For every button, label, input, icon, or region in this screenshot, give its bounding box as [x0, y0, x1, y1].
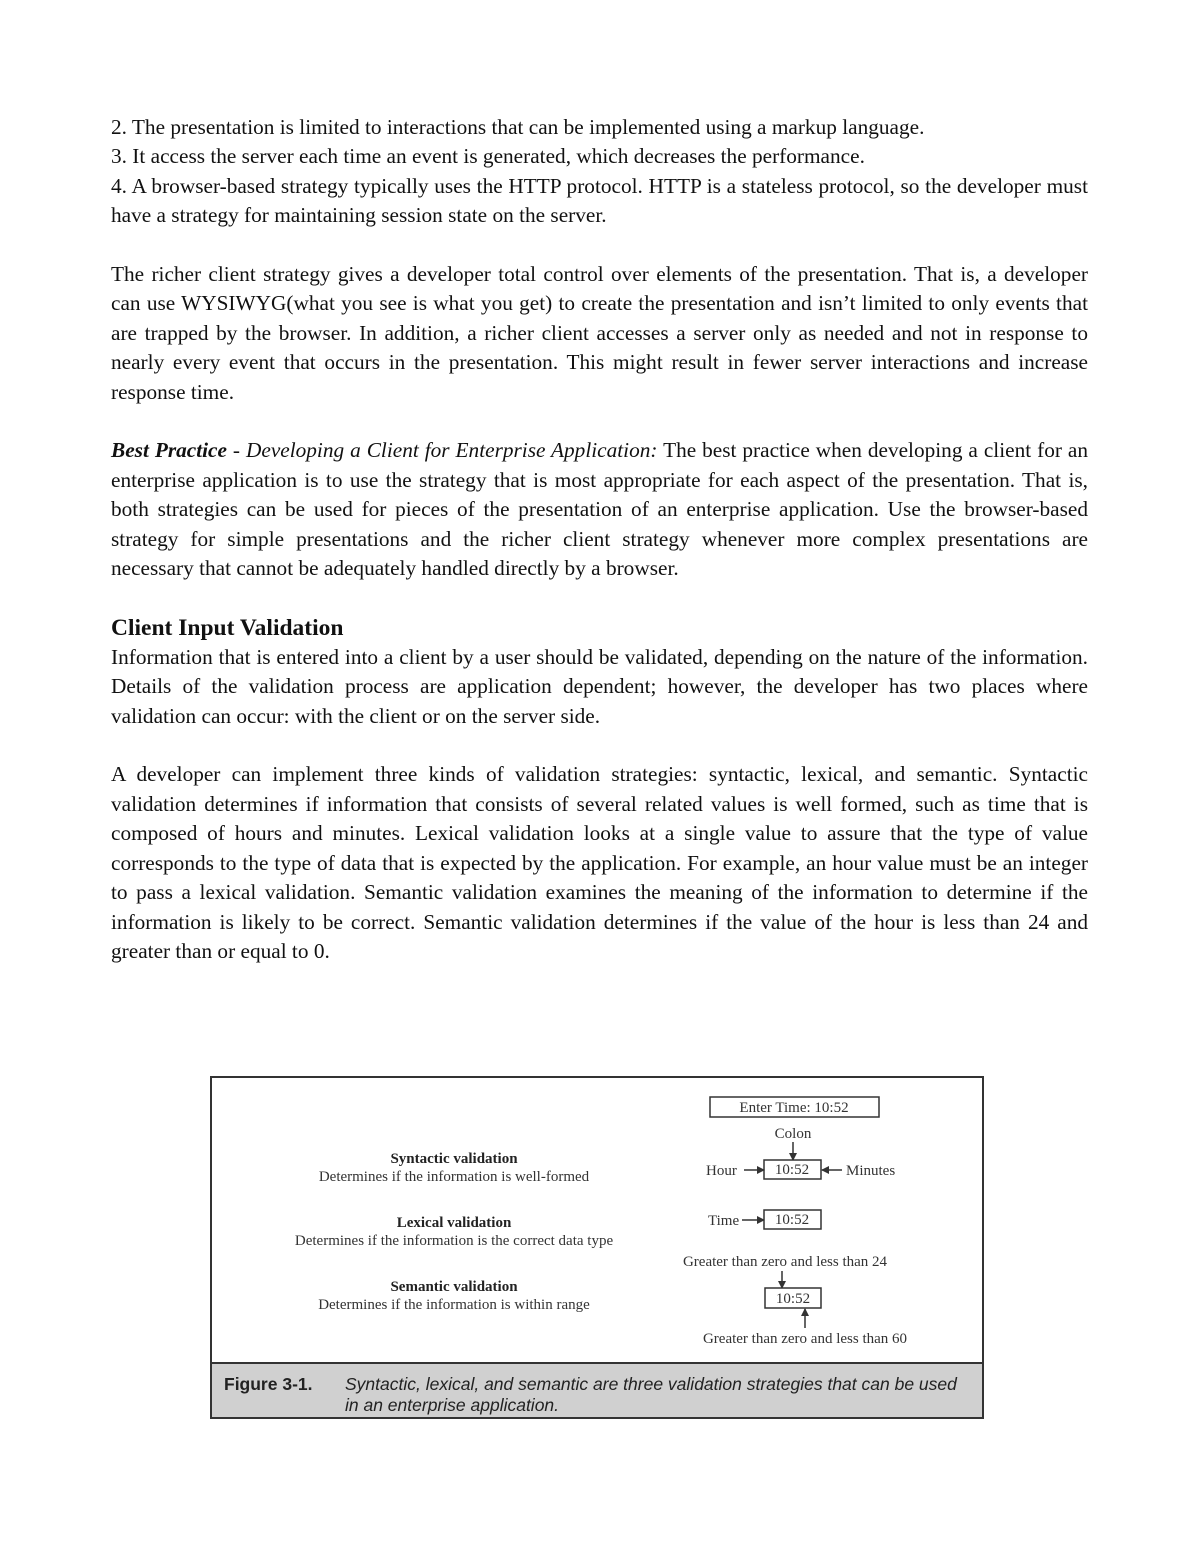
diagram-svg [212, 1078, 982, 1360]
validation-intro-paragraph: Information that is entered into a client by a user should be validated, depending on the nature of the information. Details of the validation process are application dependent; however, the developer has two places where validation can occur: with the client or on the server side. [111, 644, 1088, 728]
numbered-list [111, 113, 1088, 231]
best-practice-title: Developing a Client for Enterprise Application: [245, 438, 658, 463]
richer-client-paragraph: The richer client strategy gives a developer total control over elements of the presentation. That is, a developer can use WYSIWYG(what you see is what you get) to create the presentation and isn’t limited to only events that are trapped by the browser. In addition, a richer client accesses a server only as needed and not in response to nearly every event that occurs in the presentation. This might result in fewer server interactions and increase response time. [111, 262, 1088, 404]
list-item: 3. It access the server each time an event is generated, which decreases the performance. [111, 144, 865, 169]
enter-time-text: Enter Time: 10:52 [739, 1100, 849, 1116]
caption-text: Syntactic, lexical, and semantic are three validation strategies that can be used in an enterprise application. [345, 1374, 957, 1415]
figure-caption [212, 1362, 982, 1417]
gt-zero-60-label: Greater than zero and less than 60 [702, 1331, 908, 1347]
best-practice-separator: - [226, 438, 246, 463]
best-practice-label: Best Practice [111, 438, 227, 463]
document-page [111, 113, 1088, 966]
colon-label: Colon [774, 1126, 812, 1142]
caption-number: Figure 3-1. [224, 1374, 313, 1394]
semantic-desc: Determines if the information is within range [318, 1297, 590, 1313]
syntactic-time-text: 10:52 [774, 1162, 810, 1178]
section-heading: Client Input Validation [111, 614, 344, 641]
gt-zero-24-label: Greater than zero and less than 24 [682, 1254, 888, 1270]
minutes-label: Minutes [846, 1163, 896, 1179]
figure-3-1 [210, 1076, 984, 1419]
best-practice-paragraph [111, 436, 1088, 583]
lexical-title: Lexical validation [396, 1215, 512, 1231]
lexical-desc: Determines if the information is the correct data type [294, 1233, 614, 1249]
hour-label: Hour [706, 1163, 737, 1179]
semantic-title: Semantic validation [390, 1279, 518, 1295]
figure-diagram [212, 1078, 982, 1360]
lexical-time-text: 10:52 [774, 1212, 810, 1228]
list-item: 2. The presentation is limited to interactions that can be implemented using a markup language. [111, 115, 925, 139]
semantic-time-text: 10:52 [775, 1291, 811, 1307]
syntactic-desc: Determines if the information is well-formed [318, 1169, 590, 1185]
time-label: Time [708, 1213, 740, 1229]
syntactic-title: Syntactic validation [390, 1151, 518, 1167]
validation-kinds-paragraph: A developer can implement three kinds of validation strategies: syntactic, lexical, and semantic. Syntactic validation determines if information that consists of several related values is well formed, such as time that is composed of hours and minutes. Lexical validation looks at a single value to assure that the type of value corresponds to the type of data that is expected by the application. For example, an hour value must be an integer to pass a lexical validation. Semantic validation examines the meaning of the information to determine if the information is likely to be correct. Semantic validation determines if the value of the hour is less than 24 and greater than or equal to 0. [111, 762, 1088, 963]
list-item: 4. A browser-based strategy typically uses the HTTP protocol. HTTP is a stateless protocol, so the developer must have a strategy for maintaining session state on the server. [111, 173, 1088, 228]
best-practice-body: The best practice when developing a client for an enterprise application is to use the strategy that is most appropriate for each aspect of the presentation. That is, both strategies can be used for pieces of the presentation of an enterprise application. Use the browser-based strategy for simple presentations and the richer client strategy whenever more complex presentations are necessary that cannot be adequately handled directly by a browser. [111, 438, 1088, 581]
